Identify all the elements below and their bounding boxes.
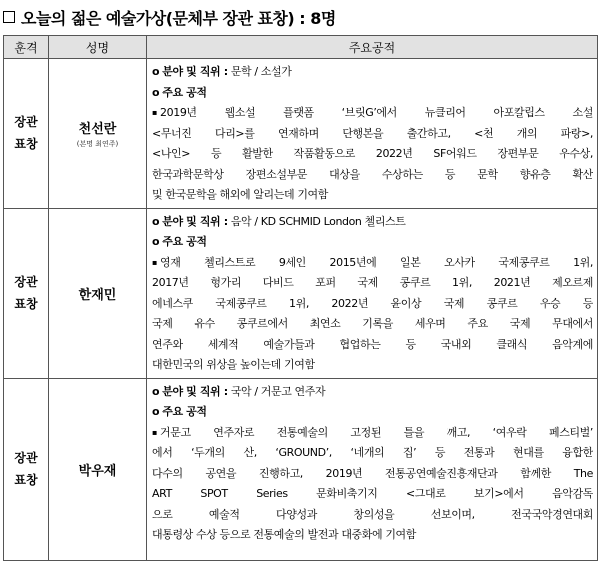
field-marker: o	[152, 384, 160, 398]
square-bullet-icon: ▪	[152, 427, 158, 437]
achievement-label: 주요 공적	[162, 405, 207, 418]
name-cell	[49, 208, 147, 378]
field-value: 국악 / 거문고 연주자	[230, 384, 326, 398]
achievement-label-line	[152, 83, 593, 104]
header-award: 훈격	[4, 36, 49, 59]
table-header-row	[4, 36, 598, 59]
award-text: 장관	[14, 275, 38, 289]
achievement-line: 국제 유수 콩쿠르에서 최연소 기록을 세우며 주요 국제 무대에서	[152, 317, 593, 330]
name-cell	[49, 378, 147, 560]
award-cell	[4, 378, 49, 560]
table-row	[4, 59, 598, 209]
square-bullet-icon: ▪	[152, 108, 158, 117]
achievement-label-line	[152, 402, 593, 423]
field-marker: o	[152, 405, 160, 418]
field-line	[152, 382, 593, 403]
achievement-line: ▪ 영재 첼리스트로 9세인 2015년에 일본 오사카 국제콩쿠르 1위,	[152, 253, 593, 274]
achievement-line: 한국과학문학상 장편소설부문 대상을 수상하는 등 문학 향유층 확산	[152, 167, 593, 181]
achievement-label-line	[152, 232, 593, 253]
achievement-line: 다수의 공연을 진행하고, 2019년 전통공연예술진흥재단과 함께한 The	[152, 466, 593, 480]
awards-table	[3, 35, 598, 561]
field-value: 문학 / 소설가	[230, 65, 292, 78]
recipient-name: 박우재	[78, 463, 117, 479]
field-label: 분야 및 직위 :	[162, 384, 228, 398]
field-label: 분야 및 직위 :	[162, 65, 228, 78]
field-value: 음악 / KD SCHMID London 첼리스트	[230, 214, 406, 228]
achievement-line: 에네스쿠 국제콩쿠르 1위, 2022년 윤이상 국제 콩쿠르 우승 등	[152, 296, 593, 310]
recipient-name: 한재민	[78, 287, 117, 303]
header-name: 성명	[49, 36, 147, 59]
achievement-line: ▪ 2019년 웹소설 플랫폼 ‘브릿G’에서 뉴클리어 아포칼립스 소설	[152, 103, 593, 124]
award-text: 장관	[14, 451, 38, 465]
field-marker: o	[152, 214, 160, 228]
table-row	[4, 378, 598, 560]
achievement-line: 연주와 세계적 예술가들과 협업하는 등 국내외 클래식 음악계에	[152, 337, 593, 351]
achievement-line: <나인> 등 활발한 작품활동으로 2022년 SF어워드 장편부문 우수상,	[152, 147, 593, 160]
award-cell	[4, 59, 49, 209]
checkbox-square-icon	[3, 11, 15, 23]
field-marker: o	[152, 65, 160, 78]
section-heading	[3, 4, 336, 30]
award-text: 표창	[14, 137, 38, 152]
achievement-line: 에서 ‘두개의 산, ‘GROUND’, ‘네개의 집’ 등 전통과 현대를 융합한	[152, 446, 593, 459]
achievement-line: 대통령상 수상 등으로 전통예술의 발전과 대중화에 기여함	[152, 528, 417, 541]
award-cell	[4, 208, 49, 378]
name-cell	[49, 59, 147, 209]
field-marker: o	[152, 85, 160, 99]
square-bullet-icon: ▪	[152, 257, 158, 267]
award-text: 표창	[14, 473, 38, 487]
recipient-real-name: (본명 최연주)	[76, 139, 119, 148]
achievements-cell	[147, 378, 598, 560]
achievement-line: <무너진 다리>를 연재하며 단행본을 출간하고, <천 개의 파랑>,	[152, 126, 593, 140]
achievement-line: 2017년 헝가리 다비드 포퍼 국제 콩쿠르 1위, 2021년 제오르제	[152, 276, 593, 289]
achievement-line: 및 한국문학을 해외에 알리는데 기여함	[152, 188, 329, 201]
achievements-cell	[147, 59, 598, 209]
field-line	[152, 62, 593, 83]
table-row	[4, 208, 598, 378]
achievement-line: 대한민국의 위상을 높이는데 기여함	[152, 358, 315, 371]
field-line	[152, 212, 593, 233]
field-label: 분야 및 직위 :	[162, 214, 228, 228]
achievements-cell	[147, 208, 598, 378]
section-title: 오늘의 젊은 예술가상(문체부 장관 표창) : 8명	[21, 8, 336, 28]
achievement-line: ART SPOT Series 문화비축기지 <그대로 보기>에서 음악감독	[152, 487, 593, 500]
award-text: 장관	[14, 115, 38, 130]
achievement-label: 주요 공적	[162, 85, 207, 99]
achievement-label: 주요 공적	[162, 235, 207, 248]
recipient-name: 천선란	[78, 121, 117, 137]
field-marker: o	[152, 235, 160, 248]
header-achievements: 주요공적	[147, 36, 598, 59]
achievement-line: 으로 예술적 다양성과 창의성을 선보이며, 전국국악경연대회	[152, 507, 593, 521]
award-text: 표창	[14, 297, 38, 311]
achievement-line: ▪ 거문고 연주자로 전통예술의 고정된 틀을 깨고, ‘여우락 페스티벌’	[152, 423, 593, 444]
